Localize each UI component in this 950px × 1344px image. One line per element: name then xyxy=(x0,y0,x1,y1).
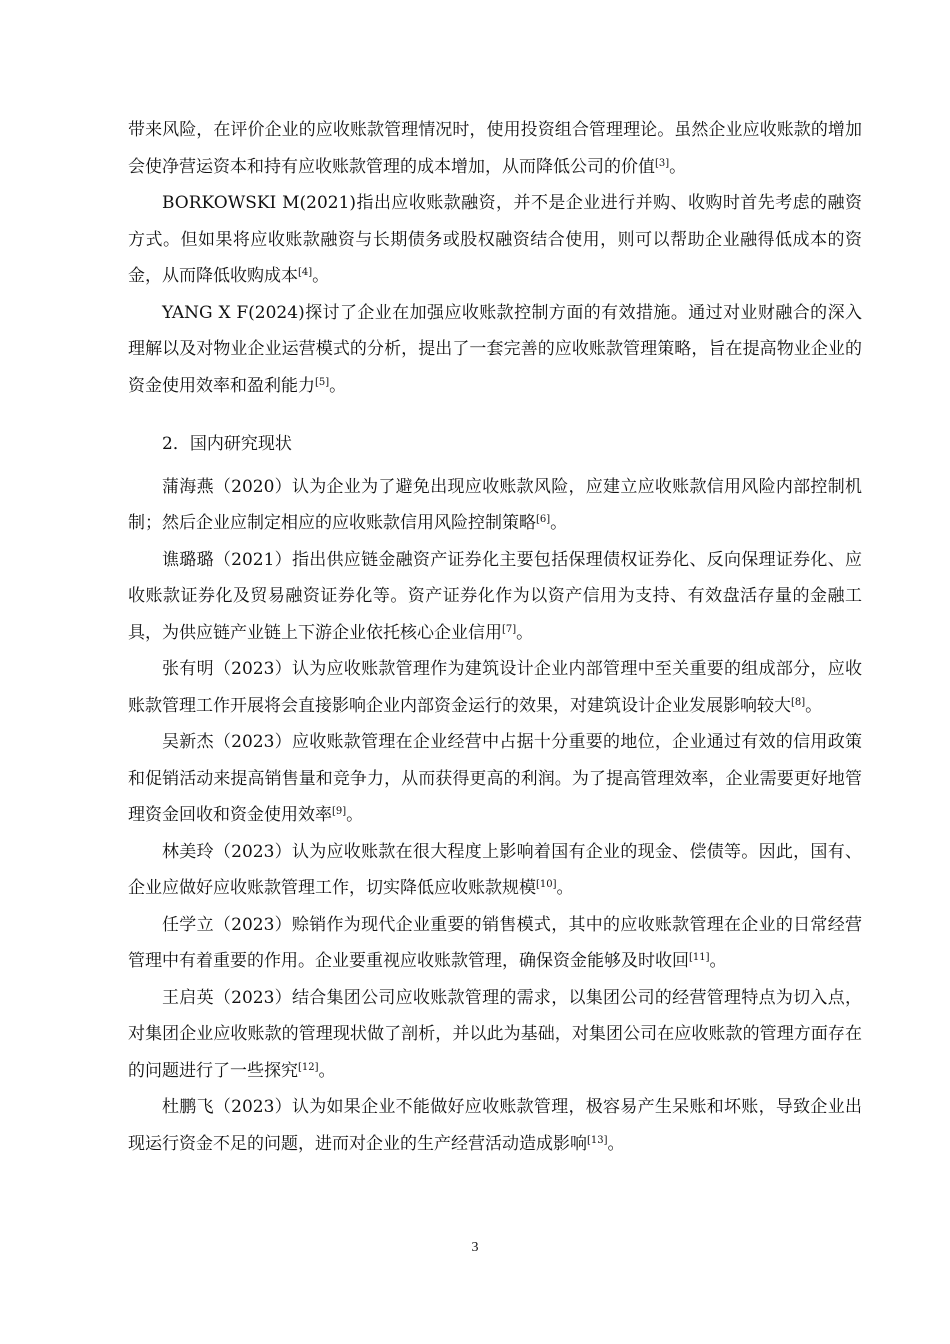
paragraph xyxy=(128,980,862,1090)
citation-ref: [3] xyxy=(655,157,670,169)
citation-ref: [13] xyxy=(587,1134,608,1146)
page-number: 3 xyxy=(471,1240,479,1255)
paragraph xyxy=(128,469,862,542)
paragraph-text: 任学立（2023）赊销作为现代企业重要的销售模式，其中的应收账款管理在企业的日常经营管理中有着重要的作用。企业要重视应收账款管理，确保资金能够及时收回 xyxy=(128,914,862,971)
paragraph-text: 带来风险，在评价企业的应收账款管理情况时，使用投资组合管理理论。虽然企业应收账款的增加会使净营运资本和持有应收账款管理的成本增加，从而降低公司的价值 xyxy=(128,120,862,177)
paragraph xyxy=(128,542,862,652)
citation-ref: [8] xyxy=(791,696,806,708)
paragraph-tail: 。 xyxy=(516,622,534,643)
paragraph-tail: 。 xyxy=(556,878,574,898)
paragraph-text: BORKOWSKI M(2021)指出应收账款融资，并不是企业进行并购、收购时首先考虑的融资方式。但如果将应收账款融资与长期债务或股权融资结合使用，则可以帮助企业融得低成本的资金，从而降低收购成本 xyxy=(128,193,862,286)
paragraph-tail: 。 xyxy=(709,951,727,971)
paragraph-tail: 。 xyxy=(346,805,364,825)
paragraph xyxy=(128,1089,862,1162)
paragraph-text: 张有明（2023）认为应收账款管理作为建筑设计企业内部管理中至关重要的组成部分，应收账款管理工作开展将会直接影响企业内部资金运行的效果，对建筑设计企业发展影响较大 xyxy=(128,659,862,716)
paragraph xyxy=(128,112,862,185)
paragraph-tail: 。 xyxy=(318,1060,336,1081)
paragraph-tail: 。 xyxy=(329,375,347,396)
paragraph xyxy=(128,834,862,907)
citation-ref: [6] xyxy=(536,514,551,525)
paragraph xyxy=(128,907,862,980)
paragraph-text: 吴新杰（2023）应收账款管理在企业经营中占据十分重要的地位，企业通过有效的信用政策和促销活动来提高销售量和竞争力，从而获得更高的利润。为了提高管理效率，企业需要更好地管理资金回收和资金使用效率 xyxy=(128,732,862,825)
citation-ref: [4] xyxy=(298,267,313,278)
citation-ref: [10] xyxy=(536,879,557,890)
paragraph-text: 蒲海燕（2020）认为企业为了避免出现应收账款风险，应建立应收账款信用风险内部控制机制；然后企业应制定相应的应收账款信用风险控制策略 xyxy=(128,476,862,533)
page-body xyxy=(128,112,862,1162)
section-heading: 2．国内研究现状 xyxy=(162,434,292,454)
paragraph-text: 王启英（2023）结合集团公司应收账款管理的需求，以集团公司的经营管理特点为切入点，对集团企业应收账款的管理现状做了剖析，并以此为基础，对集团公司在应收账款的管理方面存在的问题进行了一些探究 xyxy=(128,987,862,1081)
paragraph-text: 杜鹏飞（2023）认为如果企业不能做好应收账款管理，极容易产生呆账和坏账，导致企业出现运行资金不足的问题，进而对企业的生产经营活动造成影响 xyxy=(128,1097,862,1154)
paragraph-tail: 。 xyxy=(607,1133,625,1154)
paragraph-text: 谯璐璐（2021）指出供应链金融资产证券化主要包括保理债权证券化、反向保理证券化、应收账款证券化及贸易融资证券化等。资产证券化作为以资产信用为支持、有效盘活存量的金融工具，为供应链产业链上下游企业依托核心企业信用 xyxy=(128,549,862,643)
paragraph-tail: 。 xyxy=(550,513,568,533)
paragraph-text: 林美玲（2023）认为应收账款在很大程度上影响着国有企业的现金、偿债等。因此，国有、企业应做好应收账款管理工作，切实降低应收账款规模 xyxy=(128,841,862,898)
paragraph-tail: 。 xyxy=(669,156,687,177)
paragraph-tail: 。 xyxy=(805,695,823,716)
citation-ref: [7] xyxy=(502,623,517,635)
citation-ref: [5] xyxy=(315,376,330,388)
citation-ref: [12] xyxy=(298,1061,319,1073)
paragraph xyxy=(128,185,862,295)
paragraph-text: YANG X F(2024)探讨了企业在加强应收账款控制方面的有效措施。通过对业财融合的深入理解以及对物业企业运营模式的分析，提出了一套完善的应收账款管理策略，旨在提高物业企业的资金使用效率和盈利能力 xyxy=(128,302,862,396)
paragraph xyxy=(128,724,862,834)
citation-ref: [11] xyxy=(689,952,710,963)
paragraph xyxy=(128,295,862,405)
citation-ref: [9] xyxy=(332,806,347,817)
paragraph xyxy=(128,651,862,724)
paragraph-tail: 。 xyxy=(312,266,330,286)
